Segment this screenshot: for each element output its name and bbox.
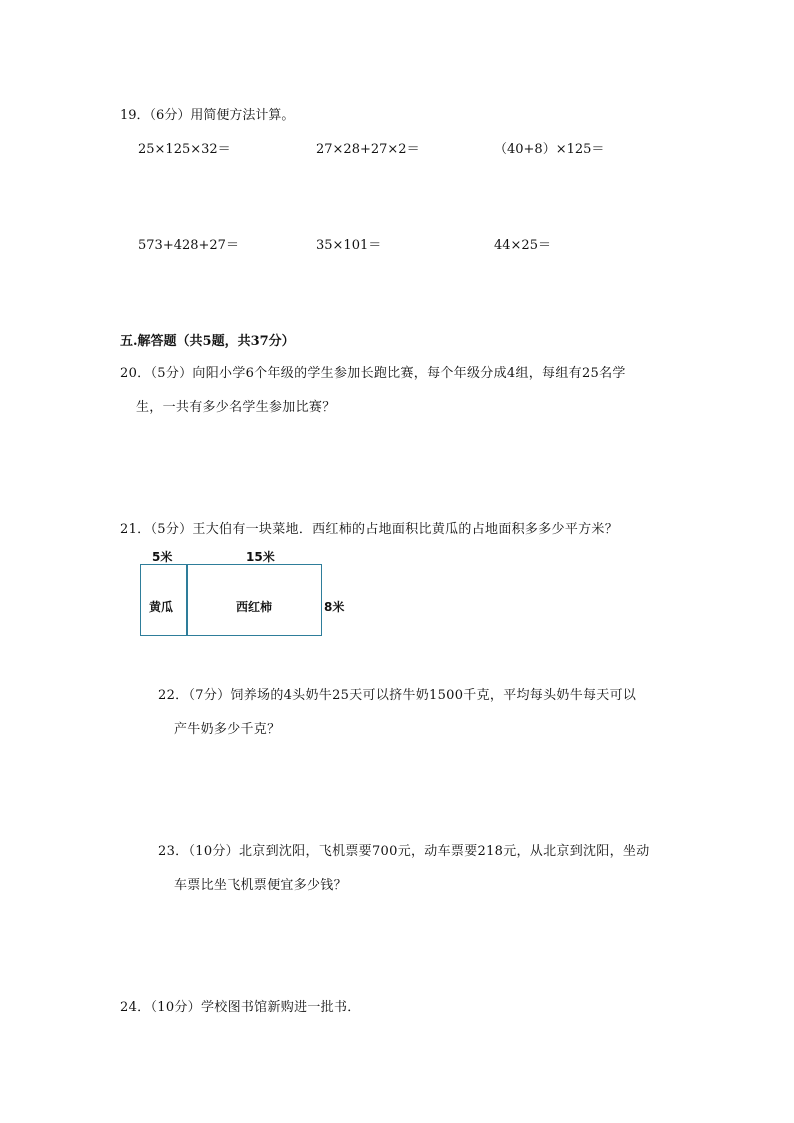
q19-expr-4: 573+428+27＝ <box>138 238 239 253</box>
q19-expr-5: 35×101＝ <box>316 238 382 253</box>
q23-line2: 车票比坐飞机票便宜多少钱？ <box>174 878 347 893</box>
q23-line1: 23．（10分）北京到沈阳，飞机票要700元，动车票要218元，从北京到沈阳，坐动 <box>158 844 650 859</box>
q20-line1: 20．（5分）向阳小学6个年级的学生参加长跑比赛，每个年级分成4组，每组有25名学 <box>120 366 626 381</box>
section-heading: 五.解答题（共5题，共37分） <box>120 334 295 349</box>
q19-title: 19．（6分）用简便方法计算。 <box>120 108 295 123</box>
q20-line2: 生，一共有多少名学生参加比赛？ <box>136 400 336 415</box>
q24-line1: 24．（10分）学校图书馆新购进一批书． <box>120 1000 361 1015</box>
diagram-region-cucumber: 黄瓜 <box>149 600 174 614</box>
diagram-label-width-left: 5米 <box>152 550 173 564</box>
q21-line1: 21．（5分）王大伯有一块菜地．西红柿的占地面积比黄瓜的占地面积多多少平方米？ <box>120 522 619 537</box>
diagram-label-height: 8米 <box>324 600 345 614</box>
diagram-divider <box>186 564 188 636</box>
q19-expr-6: 44×25＝ <box>494 238 551 253</box>
q19-expr-1: 25×125×32＝ <box>138 142 231 157</box>
q22-line1: 22．（7分）饲养场的4头奶牛25天可以挤牛奶1500千克，平均每头奶牛每天可以 <box>158 688 637 703</box>
diagram-label-width-right: 15米 <box>246 550 275 564</box>
q22-line2: 产牛奶多少千克？ <box>174 722 281 737</box>
q19-expr-2: 27×28+27×2＝ <box>316 142 420 157</box>
diagram-region-tomato: 西红柿 <box>236 600 273 614</box>
q19-expr-3: （40+8）×125＝ <box>494 142 605 157</box>
